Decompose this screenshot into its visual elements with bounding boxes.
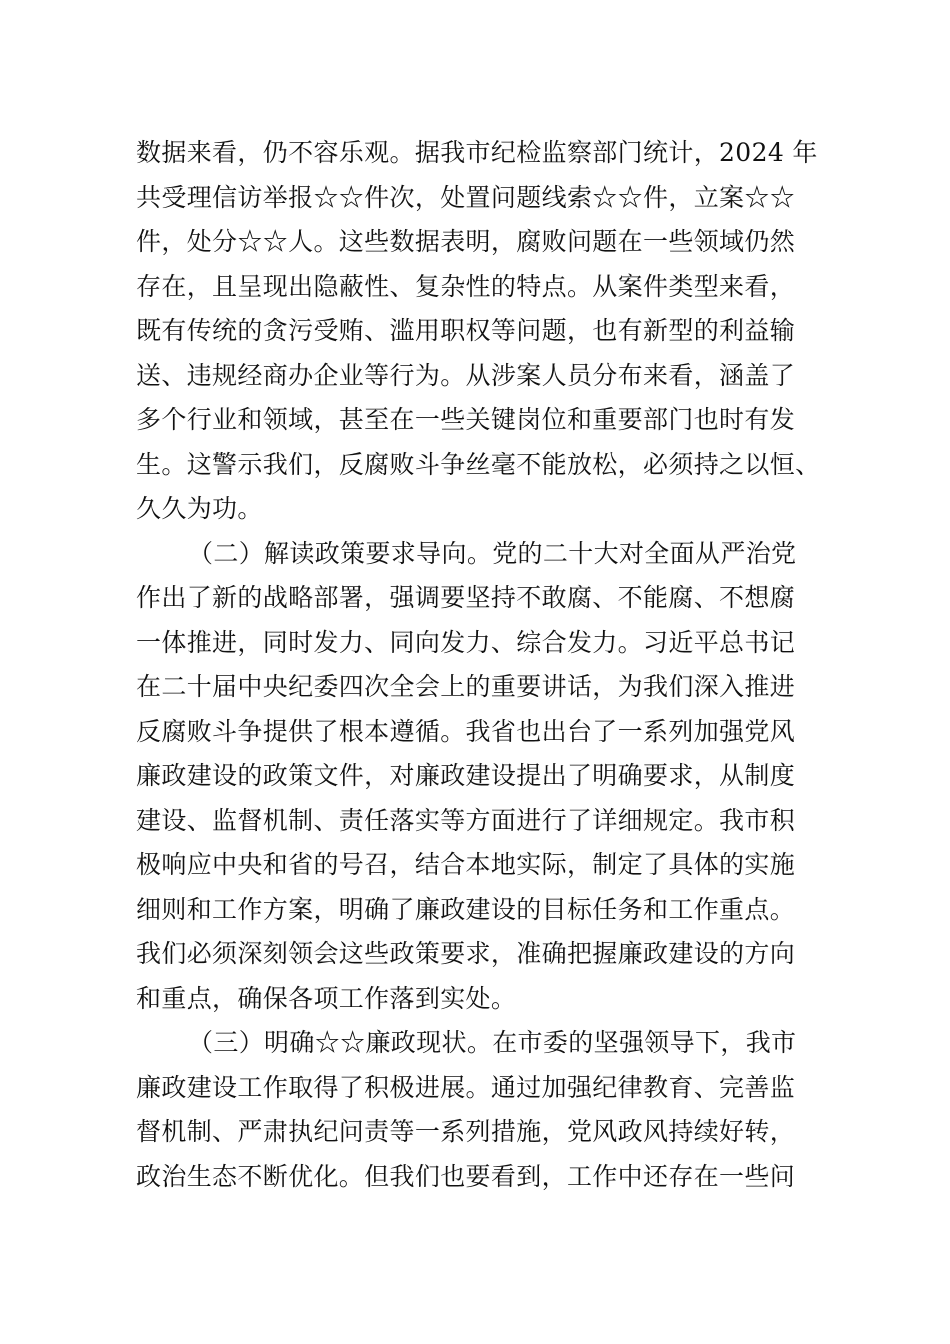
text-line: 建设、监督机制、责任落实等方面进行了详细规定。我市积 [136,805,796,835]
text-line: 政治生态不断优化。但我们也要看到，工作中还存在一些问 [136,1161,796,1191]
text-line: 一体推进，同时发力、同向发力、综合发力。习近平总书记 [136,627,796,657]
text-line: 和重点，确保各项工作落到实处。 [136,983,517,1013]
text-line: 我们必须深刻领会这些政策要求，准确把握廉政建设的方向 [136,939,796,968]
text-line: 送、违规经商办企业等行为。从涉案人员分布来看，涵盖了 [136,360,796,390]
text-line: 共受理信访举报☆☆件次，处置问题线索☆☆件，立案☆☆ [136,182,796,212]
text-line: 作出了新的战略部署，强调要坚持不敢腐、不能腐、不想腐 [136,583,796,612]
text-line: 廉政建设的政策文件，对廉政建设提出了明确要求，从制度 [136,761,796,790]
text-line: 既有传统的贪污受贿、滥用职权等问题，也有新型的利益输 [136,316,796,345]
text-line: 件，处分☆☆人。这些数据表明，腐败问题在一些领域仍然 [136,227,796,256]
text-line: 数据来看，仍不容乐观。据我市纪检监察部门统计，2024 年 [136,138,818,167]
text-line: 久久为功。 [136,494,263,523]
body-text [136,131,836,1199]
text-line: 多个行业和领域，甚至在一些关键岗位和重要部门也时有发 [136,405,796,434]
section-heading-line: （二）解读政策要求导向。党的二十大对全面从严治党 [188,538,797,568]
text-line: 极响应中央和省的号召，结合本地实际，制定了具体的实施 [136,850,796,879]
text-line: 在二十届中央纪委四次全会上的重要讲话，为我们深入推进 [136,672,796,701]
text-line: 存在，且呈现出隐蔽性、复杂性的特点。从案件类型来看， [136,271,796,301]
text-line: 细则和工作方案，明确了廉政建设的目标任务和工作重点。 [136,894,796,924]
text-line: 督机制、严肃执纪问责等一系列措施，党风政风持续好转， [136,1117,796,1146]
text-line: 廉政建设工作取得了积极进展。通过加强纪律教育、完善监 [136,1072,796,1102]
text-line: 生。这警示我们，反腐败斗争丝毫不能放松，必须持之以恒、 [136,449,821,479]
text-line: 反腐败斗争提供了根本遵循。我省也出台了一系列加强党风 [136,716,796,746]
section-heading-line: （三）明确☆☆廉政现状。在市委的坚强领导下，我市 [188,1028,797,1057]
